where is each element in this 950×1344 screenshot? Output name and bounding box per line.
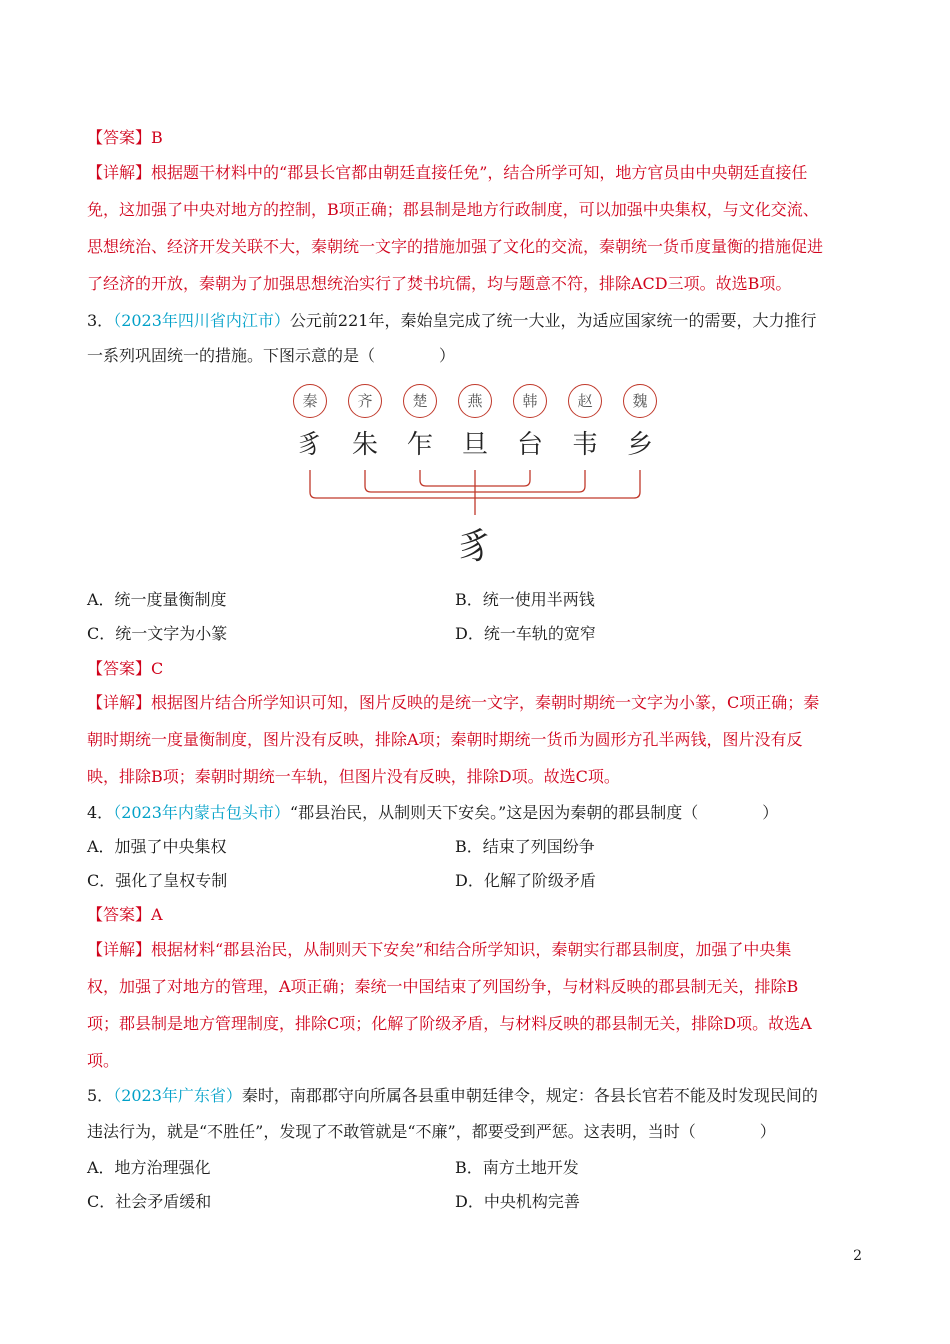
glyph-chu: 乍	[406, 430, 433, 460]
q4-stem: 4．（2023年内蒙古包头市）“郡县治民，从制则天下安矣。”这是因为秦朝的郡县制度（ ）	[87, 803, 779, 822]
q5-option-c[interactable]: C．社会矛盾缓和	[87, 1192, 212, 1211]
glyph-qi: 朱	[351, 430, 378, 460]
state-chu: 楚	[403, 384, 437, 418]
q3-stem-line-1: 3．（2023年四川省内江市）公元前221年，秦始皇完成了统一大业，为适应国家统一的需要，大力推行	[87, 311, 817, 330]
q5-option-a[interactable]: A．地方治理强化	[87, 1158, 211, 1177]
q3-detail-line-2: 朝时期统一度量衡制度，图片没有反映，排除A项；秦朝时期统一货币为圆形方孔半两钱，图片没有反	[87, 730, 803, 749]
q4-answer: 【答案】A	[87, 905, 163, 924]
state-qin: 秦	[293, 384, 327, 418]
q2-detail-line-2: 免，这加强了中央对地方的控制，B项正确；郡县制是地方行政制度，可以加强中央集权，与文化交流、	[87, 200, 819, 219]
q3-detail-line-1: 【详解】根据图片结合所学知识可知，图片反映的是统一文字，秦朝时期统一文字为小篆，C项正确；秦	[87, 693, 820, 712]
q2-detail-line-1: 【详解】根据题干材料中的“郡县长官都由朝廷直接任免”，结合所学可知，地方官员由中央朝廷直接任	[87, 163, 808, 182]
q4-detail-line-2: 权，加强了对地方的管理，A项正确；秦统一中国结束了列国纷争，与材料反映的郡县制无关，排除B	[87, 977, 799, 996]
q3-stem-line-2: 一系列巩固统一的措施。下图示意的是（ ）	[87, 346, 456, 365]
q3-answer: 【答案】C	[87, 659, 164, 678]
q2-answer: 【答案】B	[87, 128, 163, 147]
q5-option-b[interactable]: B．南方土地开发	[455, 1158, 579, 1177]
q4-detail-line-1: 【详解】根据材料“郡县治民，从制则天下安矣”和结合所学知识，秦朝实行郡县制度，加强了中央集	[87, 940, 792, 959]
glyph-result-xiaozhuan: 豸	[456, 526, 493, 567]
q3-source: （2023年四川省内江市）	[113, 311, 290, 330]
q3-option-a[interactable]: A．统一度量衡制度	[87, 590, 227, 609]
state-wei: 魏	[623, 384, 657, 418]
q3-option-c[interactable]: C．统一文字为小篆	[87, 624, 228, 643]
q5-source: （2023年广东省）	[113, 1086, 242, 1105]
glyph-han: 台	[516, 430, 543, 460]
state-zhao: 赵	[568, 384, 602, 418]
glyph-zhao: 韦	[571, 430, 598, 460]
q4-detail-line-4: 项。	[87, 1051, 120, 1070]
q4-source: （2023年内蒙古包头市）	[113, 803, 290, 822]
q2-detail-line-3: 思想统治、经济开发关联不大，秦朝统一文字的措施加强了文化的交流，秦朝统一货币度量衡的措施促进	[87, 237, 824, 256]
q5-stem-line-1: 5．（2023年广东省）秦时，南郡郡守向所属各县重申朝廷律令，规定：各县长官若不能及时发现民间的	[87, 1086, 818, 1105]
q3-detail-line-3: 映，排除B项；秦朝时期统一车轨，但图片没有反映，排除D项。故选C项。	[87, 767, 620, 786]
q4-option-c[interactable]: C．强化了皇权专制	[87, 871, 228, 890]
q5-stem-line-2: 违法行为，就是“不胜任”，发现了不敢管就是“不廉”，都要受到严惩。这表明，当时（ ）	[87, 1122, 776, 1141]
page-number: 2	[853, 1248, 862, 1264]
state-qi: 齐	[348, 384, 382, 418]
glyph-qin: 豸	[296, 430, 323, 460]
q3-option-d[interactable]: D．统一车轨的宽窄	[455, 624, 596, 643]
q5-option-d[interactable]: D．中央机构完善	[455, 1192, 580, 1211]
q3-figure	[280, 380, 680, 570]
glyph-wei: 乡	[626, 430, 653, 460]
q4-detail-line-3: 项；郡县制是地方管理制度，排除C项；化解了阶级矛盾，与材料反映的郡县制无关，排除D项。故选A	[87, 1014, 812, 1033]
glyph-yan: 旦	[461, 430, 488, 460]
state-han: 韩	[513, 384, 547, 418]
q2-detail-line-4: 了经济的开放，秦朝为了加强思想统治实行了焚书坑儒，均与题意不符，排除ACD三项。故选B项。	[87, 274, 792, 293]
state-yan: 燕	[458, 384, 492, 418]
q4-option-b[interactable]: B．结束了列国纷争	[455, 837, 595, 856]
q4-option-d[interactable]: D．化解了阶级矛盾	[455, 871, 596, 890]
q3-option-b[interactable]: B．统一使用半两钱	[455, 590, 595, 609]
q4-option-a[interactable]: A．加强了中央集权	[87, 837, 227, 856]
